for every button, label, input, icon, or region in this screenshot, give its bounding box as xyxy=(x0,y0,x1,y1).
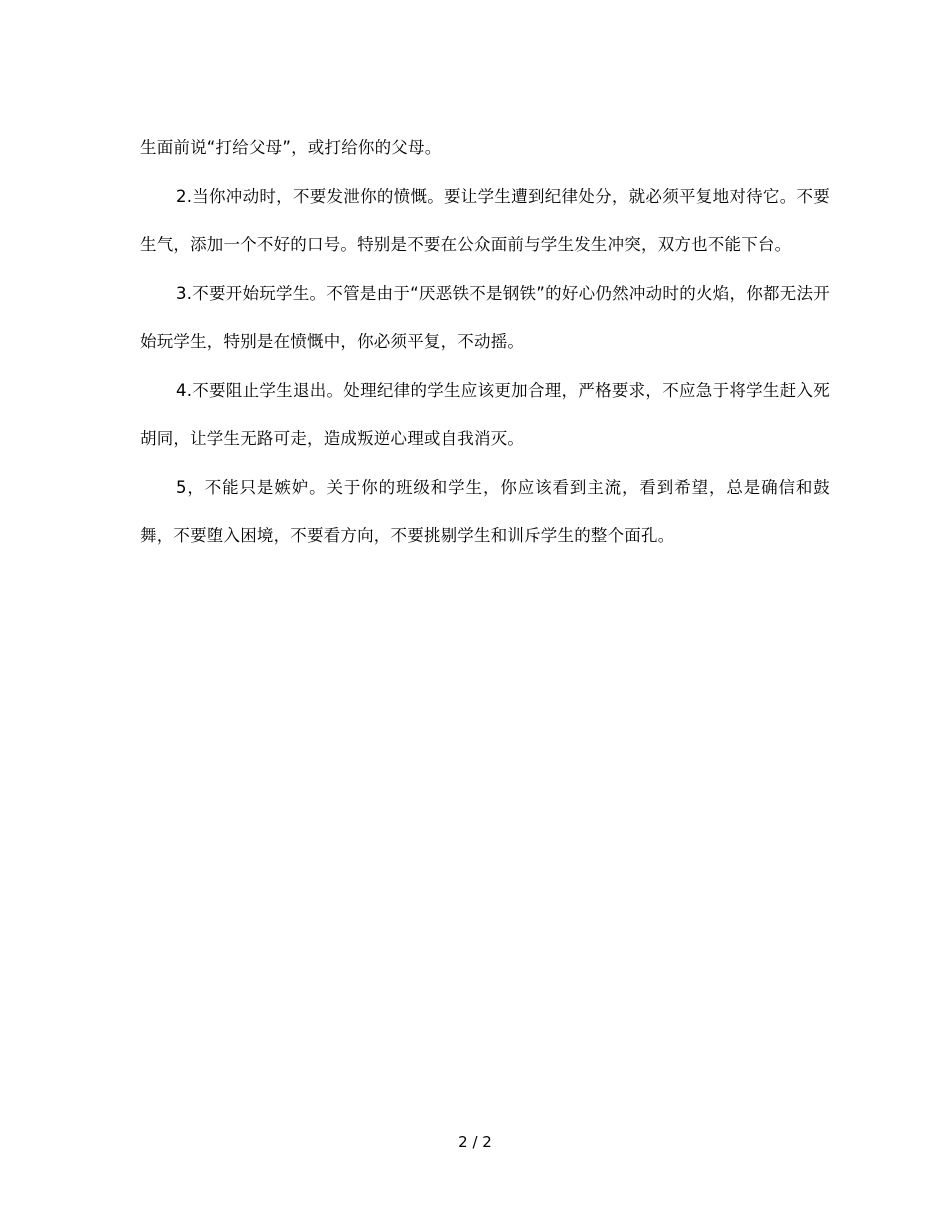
document-body xyxy=(140,124,830,561)
page-number: 2 / 2 xyxy=(458,1133,492,1151)
paragraph-item-4: 4.不要阻止学生退出。处理纪律的学生应该更加合理，严格要求，不应急于将学生赶入死胡同，让学生无路可走，造成叛逆心理或自我消灭。 xyxy=(140,380,830,448)
paragraph-item-2: 2.当你冲动时，不要发泄你的愤慨。要让学生遭到纪律处分，就必须平复地对待它。不要生气，添加一个不好的口号。特别是不要在公众面前与学生发生冲突，双方也不能下台。 xyxy=(140,186,830,254)
paragraph-item-5: 5，不能只是嫉妒。关于你的班级和学生，你应该看到主流，看到希望，总是确信和鼓舞，不要堕入困境，不要看方向，不要挑剔学生和训斥学生的整个面孔。 xyxy=(140,477,830,545)
paragraph-item-3: 3.不要开始玩学生。不管是由于“厌恶铁不是钢铁”的好心仍然冲动时的火焰，你都无法开始玩学生，特别是在愤慨中，你必须平复，不动摇。 xyxy=(140,283,830,351)
paragraph-continuation: 生面前说“打给父母”，或打给你的父母。 xyxy=(140,138,442,157)
